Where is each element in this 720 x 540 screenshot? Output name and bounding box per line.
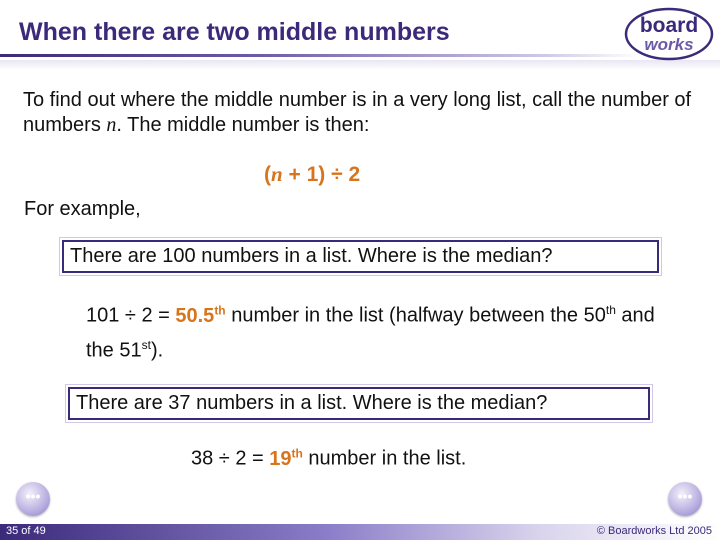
question-2-text: There are 37 numbers in a list. Where is the median? xyxy=(76,392,548,414)
title-shadow-band xyxy=(0,60,720,70)
slide-title: When there are two middle numbers xyxy=(19,18,450,46)
answer-1-mid: and the 51 xyxy=(86,304,655,362)
logo-word-board: board xyxy=(639,14,699,37)
intro-text xyxy=(23,88,703,138)
next-slide-button[interactable]: ••• xyxy=(668,482,702,516)
previous-slide-button[interactable]: ••• xyxy=(16,482,50,516)
question-box-2[interactable] xyxy=(68,387,650,420)
logo-word-works: works xyxy=(644,35,694,54)
answer-1 xyxy=(86,296,686,365)
answer-2-suffix: number in the list. xyxy=(302,447,467,470)
example-label: For example, xyxy=(24,198,141,220)
intro-part2: . The middle number is then: xyxy=(116,114,370,136)
answer-1-end: ). xyxy=(150,339,164,362)
answer-2-value-sup: th xyxy=(291,446,303,460)
answer-1-value xyxy=(175,305,225,327)
question-1-text: There are 100 numbers in a list. Where is the median? xyxy=(70,245,553,267)
answer-1-value-sup: th xyxy=(214,303,226,317)
answer-1-value-number: 50.5 xyxy=(175,304,215,327)
answer-2 xyxy=(191,446,466,471)
answer-1-suffix: number in the list (halfway between the 50 xyxy=(225,304,606,327)
formula-rest: + 1) ÷ 2 xyxy=(282,163,361,186)
formula-variable-n: n xyxy=(271,162,283,186)
answer-1-prefix: 101 ÷ 2 = xyxy=(86,304,176,327)
copyright-notice: © Boardworks Ltd 2005 xyxy=(596,525,712,537)
answer-2-value xyxy=(269,448,303,470)
boardworks-logo xyxy=(624,6,714,62)
median-formula xyxy=(264,162,360,187)
answer-1-sup-50: th xyxy=(605,303,616,317)
slide-number: 35 of 49 xyxy=(6,525,46,537)
intro-variable-n: n xyxy=(106,114,117,136)
question-box-1[interactable] xyxy=(62,240,659,273)
answer-2-value-number: 19 xyxy=(269,447,292,470)
answer-1-sup-51: st xyxy=(141,337,151,352)
title-underline xyxy=(0,54,640,57)
formula-open: ( xyxy=(264,163,271,186)
intro-part1: To find out where the middle number is in a very long list, call the number of numbers xyxy=(23,89,692,136)
answer-2-prefix: 38 ÷ 2 = xyxy=(191,447,270,470)
